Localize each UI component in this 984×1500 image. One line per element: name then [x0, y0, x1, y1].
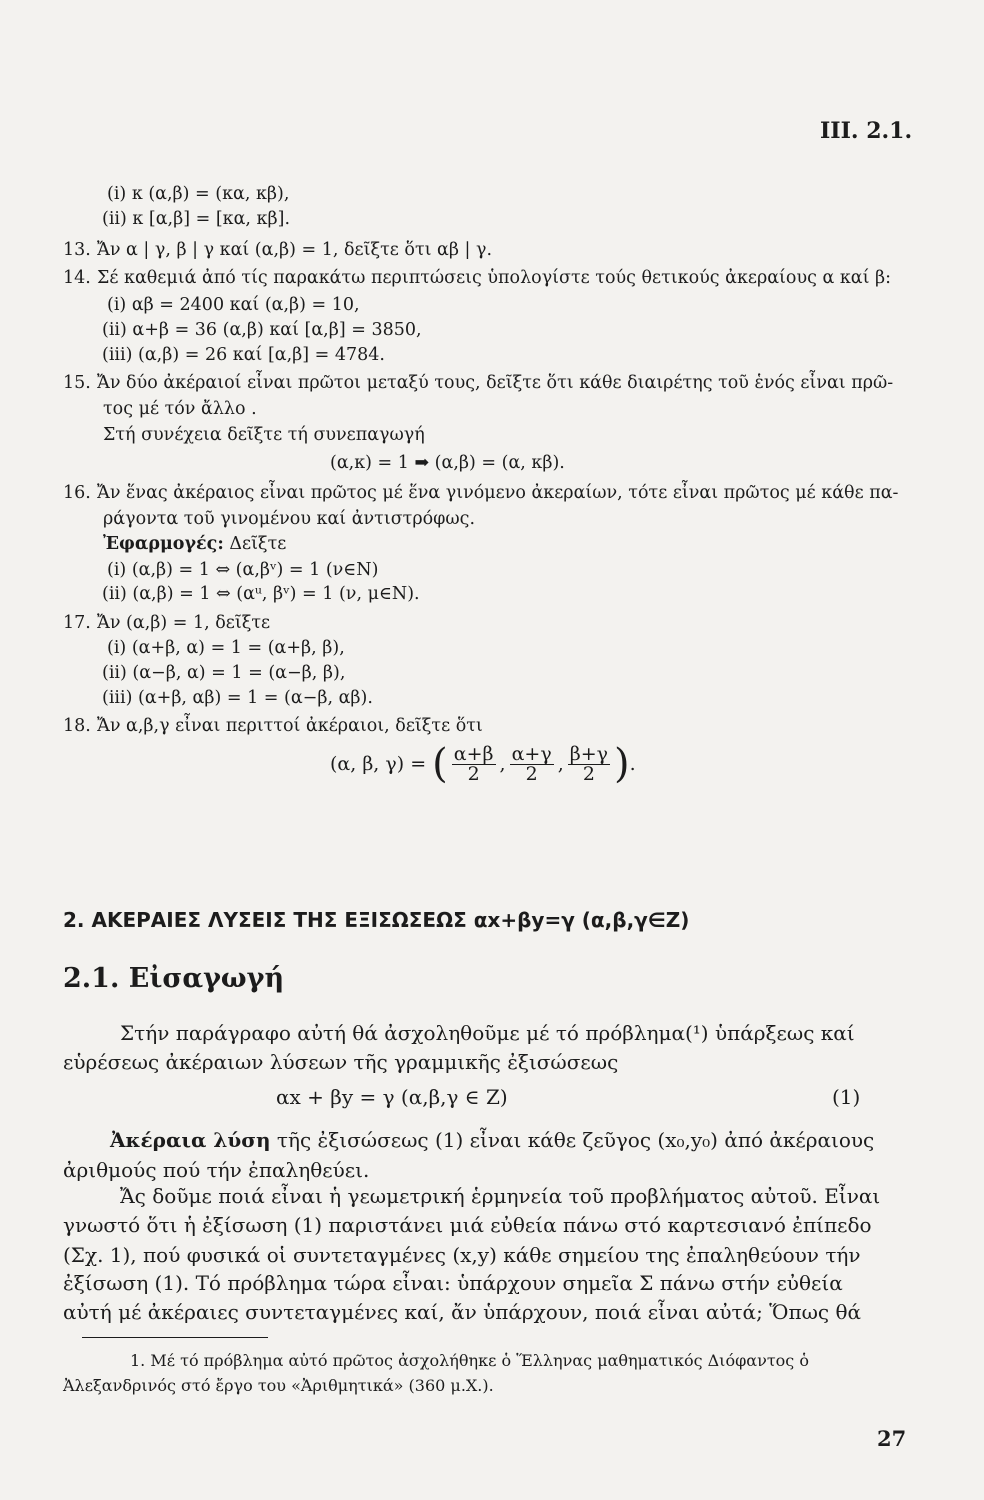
exercise-15-line3: Στή συνέχεια δεῖξτε τή συνεπαγωγή — [103, 425, 425, 445]
equation-number: (1) — [832, 1085, 861, 1109]
exercise-text: Ἄν α,β,γ εἶναι περιττοί ἀκέραιοι, δεῖξτε ὅτι — [97, 716, 483, 736]
subsection-title: 2.1. Εἰσαγωγή — [63, 963, 285, 994]
exercise-text: Ἄν δύο ἀκέραιοί εἶναι πρῶτοι μεταξύ τους, δεῖξτε ὅτι κάθε διαιρέτης τοῦ ἑνός εἶναι πρῶ- — [97, 373, 894, 393]
exercise-14 — [63, 266, 891, 290]
paragraph-1-line1: Στήν παράγραφο αὐτή θά ἀσχοληθοῦμε μέ τό πρόβλημα(¹) ὑπάρξεως καί — [120, 1021, 855, 1045]
exercise-14-iii: (iii) (α,β) = 26 καί [α,β] = 4784. — [102, 345, 385, 365]
footnote-divider — [82, 1337, 268, 1338]
applications-text: Δεῖξτε — [223, 534, 287, 554]
exercise-16-i: (i) (α,β) = 1 ⇔ (α,βᵛ) = 1 (ν∈N) — [107, 560, 379, 580]
exercise-text: Ἄν ἕνας ἀκέραιος εἶναι πρῶτος μέ ἕνα γινόμενο ἀκεραίων, τότε εἶναι πρῶτος μέ κάθε πα- — [97, 483, 899, 503]
exercise-13 — [63, 238, 492, 262]
exercise-17-ii: (ii) (α−β, α) = 1 = (α−β, β), — [102, 663, 346, 683]
exercise-number: 17. — [63, 613, 91, 633]
exercise-18 — [63, 714, 483, 738]
paragraph-3-line3: (Σχ. 1), πού φυσικά οἱ συντεταγμένες (x,y) κάθε σημείου της ἐπαληθεύουν τήν — [63, 1243, 861, 1267]
right-paren: ) — [614, 741, 630, 787]
numerator: α+γ — [511, 742, 552, 765]
denominator: 2 — [582, 762, 595, 785]
paragraph-3-line2: γνωστό ὅτι ἡ ἐξίσωση (1) παριστάνει μιά εὐθεία πάνω στό καρτεσιανό ἐπίπεδο — [63, 1213, 872, 1237]
fraction-1 — [452, 742, 496, 785]
exercise-15 — [63, 371, 893, 395]
exercise-number: 15. — [63, 373, 91, 393]
footnote-line2: Ἀλεξανδρινός στό ἔργο του «Ἀριθμητικά» (360 μ.Χ.). — [63, 1376, 494, 1395]
denominator: 2 — [467, 762, 480, 785]
paragraph-1-line2: εὑρέσεως ἀκέραιων λύσεων τῆς γραμμικῆς ἐξισώσεως — [63, 1050, 619, 1074]
formula-lhs: (α, β, γ) = — [330, 753, 427, 775]
page-number: 27 — [877, 1426, 907, 1451]
equation-1: αx + βy = γ (α,β,γ ∈ Z) — [276, 1085, 508, 1109]
item-ii-scalar-lcm: (ii) κ [α,β] = [κα, κβ]. — [102, 209, 291, 229]
paragraph-2-rest: τῆς ἐξισώσεως (1) εἶναι κάθε ζεῦγος (x₀,y₀) ἀπό ἀκέραιους — [270, 1128, 875, 1152]
exercise-14-i: (i) αβ = 2400 καί (α,β) = 10, — [107, 295, 360, 315]
exercise-16-applications — [103, 532, 286, 556]
exercise-17 — [63, 611, 270, 635]
exercise-number: 18. — [63, 716, 91, 736]
left-paren: ( — [432, 741, 448, 787]
section-header: III. 2.1. — [820, 118, 913, 144]
paragraph-3-line5: αὐτή μέ ἀκέραιες συντεταγμένες καί, ἄν ὑπάρχουν, ποιά εἶναι αὐτά; Ὅπως θά — [63, 1300, 861, 1324]
exercise-text: Ἄν α | γ, β | γ καί (α,β) = 1, δεῖξτε ὅτι αβ | γ. — [97, 240, 493, 260]
exercise-15-line2: τος μέ τόν ἄλλο . — [103, 399, 257, 419]
term-integer-solution: Ἀκέραια λύση — [110, 1128, 271, 1152]
exercise-17-iii: (iii) (α+β, αβ) = 1 = (α−β, αβ). — [102, 688, 373, 708]
exercise-14-ii: (ii) α+β = 36 (α,β) καί [α,β] = 3850, — [102, 320, 422, 340]
item-i-scalar-gcd: (i) κ (α,β) = (κα, κβ), — [107, 184, 290, 204]
exercise-number: 14. — [63, 268, 91, 288]
paragraph-3-line1: Ἄς δοῦμε ποιά εἶναι ἡ γεωμετρική ἑρμηνεία τοῦ προβλήματος αὐτοῦ. Εἶναι — [120, 1184, 881, 1208]
exercise-17-i: (i) (α+β, α) = 1 = (α+β, β), — [107, 638, 345, 658]
paragraph-2-line1 — [110, 1125, 874, 1155]
numerator: β+γ — [569, 742, 608, 765]
exercise-16-ii: (ii) (α,β) = 1 ⇔ (αᵘ, βᵛ) = 1 (ν, μ∈N). — [102, 584, 420, 604]
section-title: 2. ΑΚΕΡΑΙΕΣ ΛΥΣΕΙΣ ΤΗΣ ΕΞΙΣΩΣΕΩΣ αx+βy=γ (α,β,γ∈Z) — [63, 908, 690, 932]
fraction-3 — [568, 742, 610, 785]
exercise-18-formula: (α, β, γ) = ( $\frac{\alpha+\beta}{2}$ , $\frac{\alpha+\gamma}{2}$ , $\frac{\beta+\gamma}{2}$ ). — [330, 741, 636, 787]
fraction-2 — [510, 742, 554, 785]
exercise-number: 16. — [63, 483, 91, 503]
footnote-line1: 1. Μέ τό πρόβλημα αὐτό πρῶτος ἀσχολήθηκε ὁ Ἕλληνας μαθηματικός Διόφαντος ὁ — [130, 1351, 809, 1370]
exercise-16-line2: ράγοντα τοῦ γινομένου καί ἀντιστρόφως. — [103, 509, 476, 529]
numerator: α+β — [453, 742, 494, 765]
denominator: 2 — [525, 762, 538, 785]
exercise-16 — [63, 481, 898, 505]
exercise-text: Ἄν (α,β) = 1, δεῖξτε — [97, 613, 271, 633]
paragraph-3-line4: ἐξίσωση (1). Τό πρόβλημα τώρα εἶναι: ὑπάρχουν σημεῖα Σ πάνω στήν εὐθεία — [63, 1271, 843, 1295]
exercise-number: 13. — [63, 240, 91, 260]
exercise-text: Σέ καθεμιά ἀπό τίς παρακάτω περιπτώσεις ὑπολογίστε τούς θετικούς ἀκεραίους α καί β: — [97, 268, 892, 288]
applications-label: Ἐφαρμογές: — [103, 534, 224, 554]
paragraph-2-line2: ἀριθμούς πού τήν ἐπαληθεύει. — [63, 1158, 370, 1182]
exercise-15-formula: (α,κ) = 1 ➡ (α,β) = (α, κβ). — [330, 453, 565, 473]
